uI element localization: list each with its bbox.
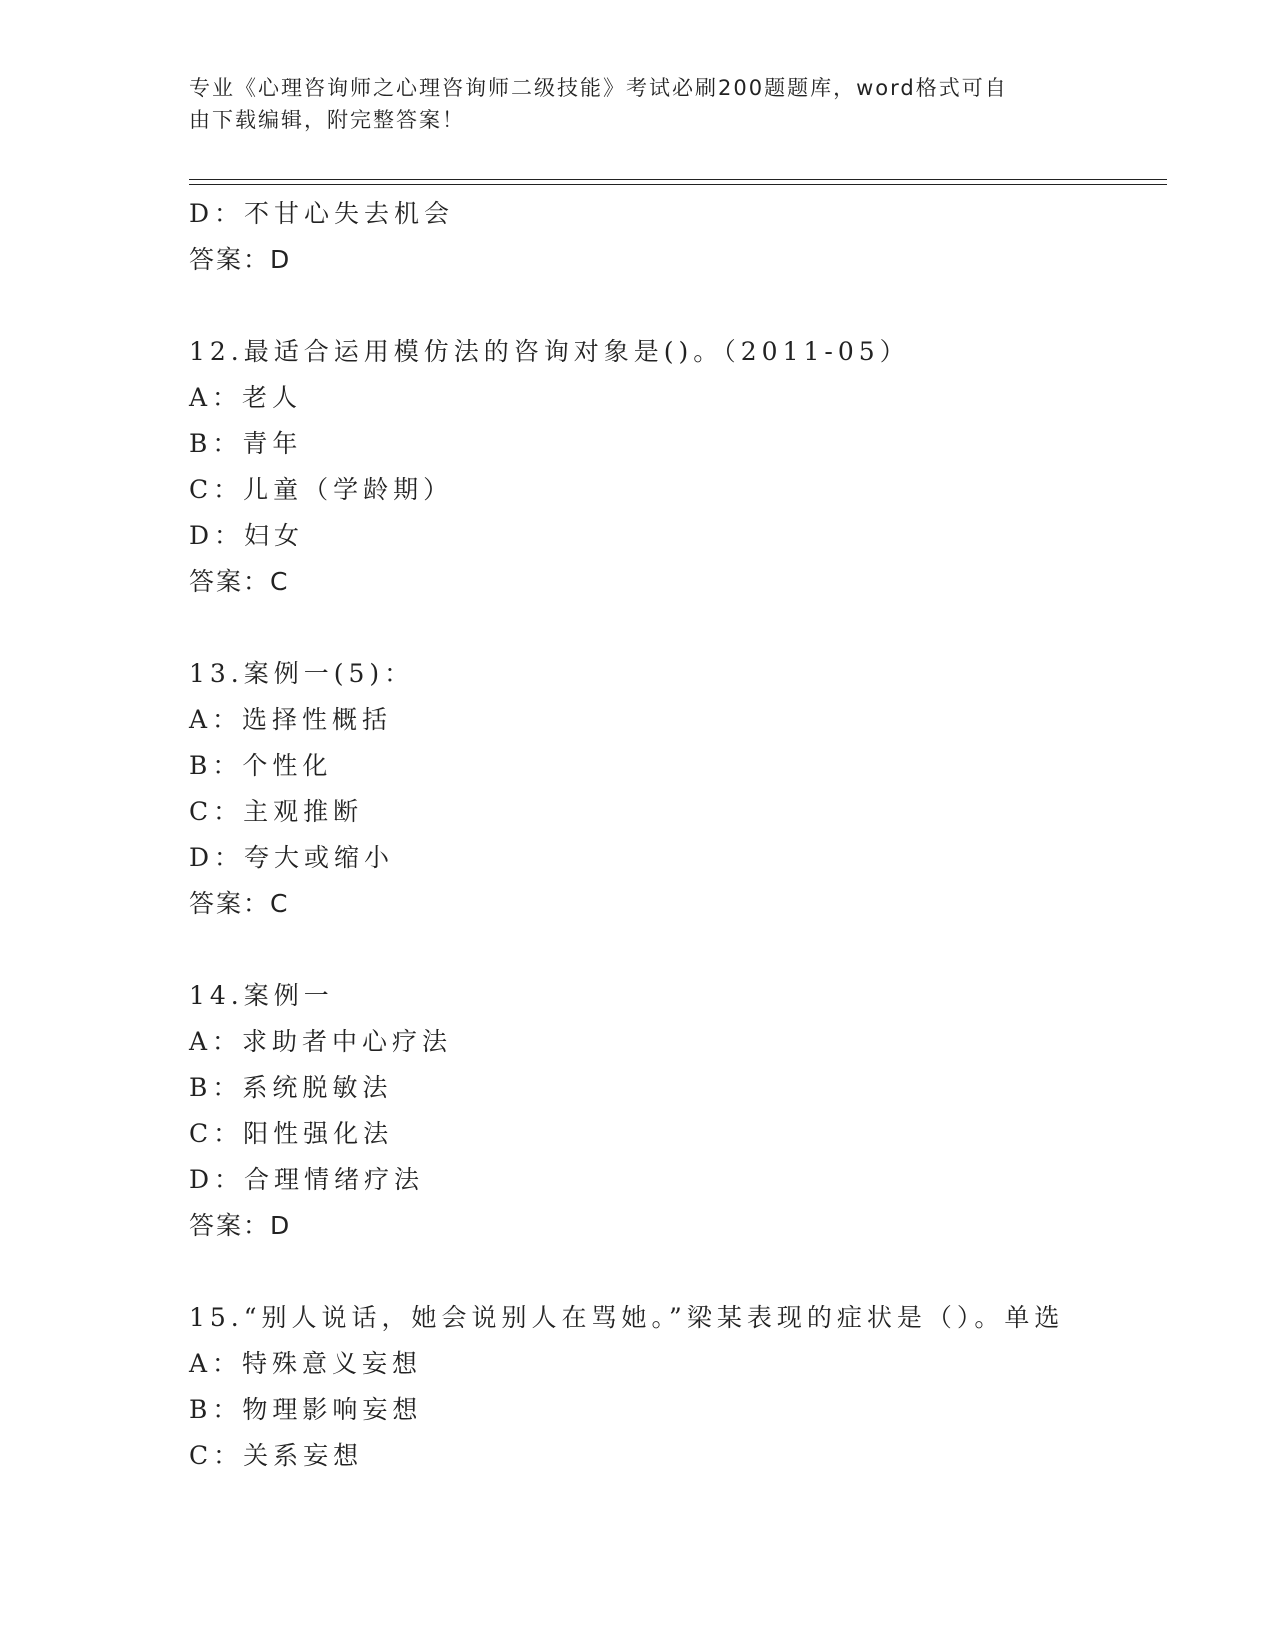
header-line-1: 专业《心理咨询师之心理咨询师二级技能》考试必刷200题题库，word格式可自 <box>189 76 1008 100</box>
option-a: A：选择性概括 <box>189 705 393 734</box>
question-stem: 14.案例一 <box>189 981 334 1010</box>
option-d: D：妇女 <box>189 521 305 550</box>
spacer <box>189 1249 1169 1295</box>
option-b: B：青年 <box>189 429 303 458</box>
document-header <box>189 72 1089 136</box>
answer: 答案：C <box>189 567 290 596</box>
answer: 答案：D <box>189 245 292 274</box>
question-stem: 15.“别人说话，她会说别人在骂她。”梁某表现的症状是（）。单选 <box>189 1303 1065 1332</box>
option-c: C：主观推断 <box>189 797 364 826</box>
option-c: C：阳性强化法 <box>189 1119 394 1148</box>
option-a: A：老人 <box>189 383 303 412</box>
option-c: C：关系妄想 <box>189 1441 364 1470</box>
question-list <box>189 191 1169 1479</box>
option-a: A：特殊意义妄想 <box>189 1349 423 1378</box>
option-c: C：儿童（学龄期） <box>189 475 454 504</box>
header-divider-top <box>189 179 1167 180</box>
option-b: B：物理影响妄想 <box>189 1395 423 1424</box>
question-15 <box>189 1295 1169 1479</box>
question-12 <box>189 329 1169 605</box>
header-line-2: 由下载编辑，附完整答案！ <box>189 108 465 132</box>
header-divider-bottom <box>189 184 1167 185</box>
spacer <box>189 283 1169 329</box>
option-d: D：不甘心失去机会 <box>189 199 455 228</box>
question-stem: 13.案例一(5)： <box>189 659 415 688</box>
spacer <box>189 605 1169 651</box>
answer: 答案：C <box>189 889 290 918</box>
option-b: B：系统脱敏法 <box>189 1073 393 1102</box>
answer: 答案：D <box>189 1211 292 1240</box>
question-13 <box>189 651 1169 927</box>
question-stem: 12.最适合运用模仿法的咨询对象是()。（2011-05） <box>189 337 910 366</box>
option-a: A：求助者中心疗法 <box>189 1027 453 1056</box>
option-b: B：个性化 <box>189 751 333 780</box>
option-d: D：合理情绪疗法 <box>189 1165 425 1194</box>
question-14 <box>189 973 1169 1249</box>
spacer <box>189 927 1169 973</box>
option-d: D：夸大或缩小 <box>189 843 395 872</box>
